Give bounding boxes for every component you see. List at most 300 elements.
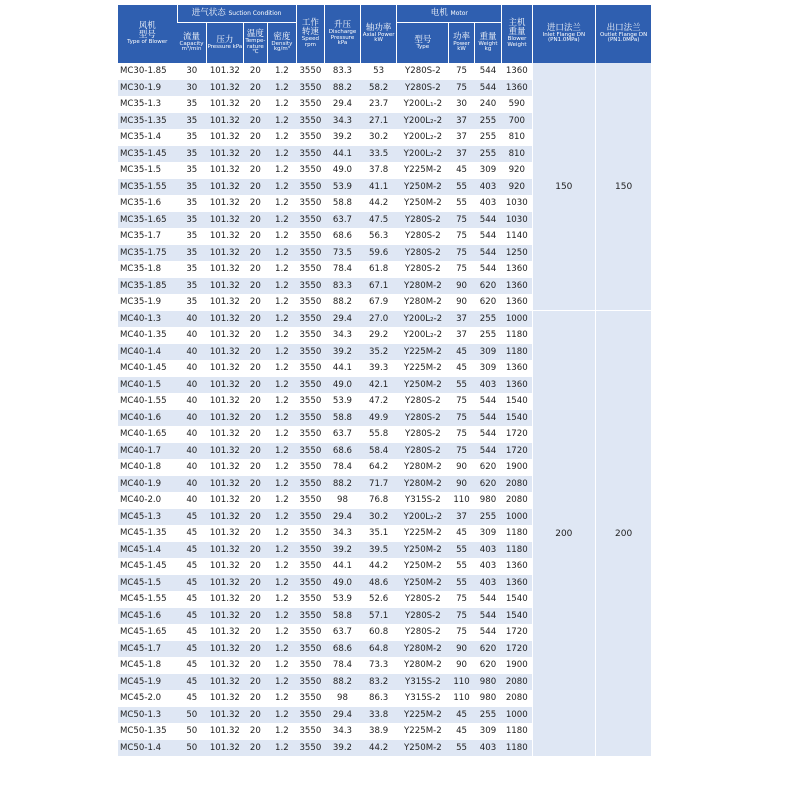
cell-temperature: 20 bbox=[243, 162, 267, 179]
cell-shaft-power: 53 bbox=[360, 63, 397, 80]
cell-pressure: 101.32 bbox=[207, 525, 244, 542]
cell-model: MC30-1.9 bbox=[118, 80, 177, 97]
cell-motor-power: 75 bbox=[449, 245, 474, 262]
cell-model: MC40-1.5 bbox=[118, 377, 177, 394]
cell-shaft-power: 47.5 bbox=[360, 212, 397, 229]
cell-discharge: 29.4 bbox=[325, 96, 361, 113]
cell-discharge: 63.7 bbox=[325, 212, 361, 229]
cell-motor-power: 55 bbox=[449, 542, 474, 559]
cell-speed: 3550 bbox=[296, 327, 325, 344]
cell-discharge: 39.2 bbox=[325, 740, 361, 757]
cell-motor-weight: 980 bbox=[474, 690, 501, 707]
cell-motor-type: Y315S-2 bbox=[397, 690, 449, 707]
cell-motor-weight: 544 bbox=[474, 591, 501, 608]
cell-motor-weight: 309 bbox=[474, 525, 501, 542]
cell-shaft-power: 73.3 bbox=[360, 657, 397, 674]
cell-temperature: 20 bbox=[243, 245, 267, 262]
cell-capacity: 40 bbox=[177, 377, 207, 394]
cell-pressure: 101.32 bbox=[207, 393, 244, 410]
cell-shaft-power: 23.7 bbox=[360, 96, 397, 113]
cell-motor-power: 37 bbox=[449, 146, 474, 163]
cell-motor-power: 90 bbox=[449, 641, 474, 658]
cell-motor-weight: 403 bbox=[474, 195, 501, 212]
cell-speed: 3550 bbox=[296, 96, 325, 113]
cell-density: 1.2 bbox=[268, 96, 297, 113]
cell-shaft-power: 71.7 bbox=[360, 476, 397, 493]
cell-blower-weight: 1720 bbox=[502, 426, 533, 443]
cell-shaft-power: 86.3 bbox=[360, 690, 397, 707]
cell-density: 1.2 bbox=[268, 162, 297, 179]
cell-pressure: 101.32 bbox=[207, 162, 244, 179]
cell-motor-type: Y200L₂-2 bbox=[397, 113, 449, 130]
cell-motor-power: 75 bbox=[449, 228, 474, 245]
cell-speed: 3550 bbox=[296, 723, 325, 740]
cell-pressure: 101.32 bbox=[207, 245, 244, 262]
cell-discharge: 88.2 bbox=[325, 294, 361, 311]
cell-pressure: 101.32 bbox=[207, 657, 244, 674]
cell-shaft-power: 57.1 bbox=[360, 608, 397, 625]
group-motor: 电机 Motor bbox=[397, 5, 502, 23]
cell-motor-weight: 620 bbox=[474, 641, 501, 658]
cell-model: MC40-1.65 bbox=[118, 426, 177, 443]
cell-pressure: 101.32 bbox=[207, 278, 244, 295]
cell-temperature: 20 bbox=[243, 146, 267, 163]
cell-pressure: 101.32 bbox=[207, 591, 244, 608]
cell-discharge: 88.2 bbox=[325, 80, 361, 97]
cell-model: MC50-1.3 bbox=[118, 707, 177, 724]
cell-temperature: 20 bbox=[243, 426, 267, 443]
cell-capacity: 45 bbox=[177, 591, 207, 608]
cell-density: 1.2 bbox=[268, 245, 297, 262]
cell-temperature: 20 bbox=[243, 228, 267, 245]
cell-density: 1.2 bbox=[268, 278, 297, 295]
cell-model: MC40-1.4 bbox=[118, 344, 177, 361]
cell-pressure: 101.32 bbox=[207, 327, 244, 344]
cell-motor-power: 110 bbox=[449, 674, 474, 691]
cell-capacity: 40 bbox=[177, 360, 207, 377]
cell-shaft-power: 67.9 bbox=[360, 294, 397, 311]
cell-shaft-power: 27.1 bbox=[360, 113, 397, 130]
cell-blower-weight: 1900 bbox=[502, 657, 533, 674]
cell-temperature: 20 bbox=[243, 674, 267, 691]
cell-blower-weight: 1540 bbox=[502, 393, 533, 410]
cell-discharge: 53.9 bbox=[325, 393, 361, 410]
cell-blower-weight: 590 bbox=[502, 96, 533, 113]
cell-capacity: 40 bbox=[177, 459, 207, 476]
cell-temperature: 20 bbox=[243, 311, 267, 328]
cell-blower-weight: 1360 bbox=[502, 558, 533, 575]
right-margin bbox=[651, 5, 682, 63]
cell-model: MC45-1.4 bbox=[118, 542, 177, 559]
cell-discharge: 49.0 bbox=[325, 575, 361, 592]
cell-capacity: 45 bbox=[177, 608, 207, 625]
cell-speed: 3550 bbox=[296, 311, 325, 328]
cell-pressure: 101.32 bbox=[207, 740, 244, 757]
cell-shaft-power: 38.9 bbox=[360, 723, 397, 740]
cell-discharge: 53.9 bbox=[325, 591, 361, 608]
cell-blower-weight: 1180 bbox=[502, 344, 533, 361]
cell-shaft-power: 44.2 bbox=[360, 195, 397, 212]
cell-motor-type: Y250M-2 bbox=[397, 179, 449, 196]
cell-shaft-power: 56.3 bbox=[360, 228, 397, 245]
cell-motor-type: Y200L₂-2 bbox=[397, 509, 449, 526]
cell-blower-weight: 1000 bbox=[502, 707, 533, 724]
blower-spec-table bbox=[118, 5, 682, 756]
cell-speed: 3550 bbox=[296, 575, 325, 592]
cell-motor-weight: 403 bbox=[474, 575, 501, 592]
cell-motor-power: 75 bbox=[449, 410, 474, 427]
cell-temperature: 20 bbox=[243, 690, 267, 707]
cell-motor-type: Y225M-2 bbox=[397, 525, 449, 542]
cell-motor-power: 30 bbox=[449, 96, 474, 113]
cell-discharge: 34.3 bbox=[325, 327, 361, 344]
cell-pressure: 101.32 bbox=[207, 294, 244, 311]
col-capacity: 流量 Capacity m³/min bbox=[177, 23, 207, 64]
cell-motor-type: Y315S-2 bbox=[397, 492, 449, 509]
cell-blower-weight: 2080 bbox=[502, 690, 533, 707]
cell-temperature: 20 bbox=[243, 261, 267, 278]
cell-shaft-power: 30.2 bbox=[360, 129, 397, 146]
cell-discharge: 78.4 bbox=[325, 261, 361, 278]
cell-pressure: 101.32 bbox=[207, 146, 244, 163]
cell-blower-weight: 1030 bbox=[502, 212, 533, 229]
cell-blower-weight: 1540 bbox=[502, 608, 533, 625]
cell-motor-type: Y280M-2 bbox=[397, 641, 449, 658]
cell-density: 1.2 bbox=[268, 525, 297, 542]
cell-speed: 3550 bbox=[296, 393, 325, 410]
cell-motor-weight: 403 bbox=[474, 542, 501, 559]
cell-motor-power: 45 bbox=[449, 707, 474, 724]
cell-model: MC45-1.3 bbox=[118, 509, 177, 526]
cell-motor-type: Y280S-2 bbox=[397, 426, 449, 443]
cell-motor-power: 55 bbox=[449, 575, 474, 592]
cell-density: 1.2 bbox=[268, 327, 297, 344]
cell-motor-power: 75 bbox=[449, 393, 474, 410]
cell-capacity: 35 bbox=[177, 113, 207, 130]
cell-temperature: 20 bbox=[243, 591, 267, 608]
cell-motor-type: Y225M-2 bbox=[397, 707, 449, 724]
cell-pressure: 101.32 bbox=[207, 492, 244, 509]
cell-motor-power: 55 bbox=[449, 377, 474, 394]
cell-blower-weight: 1030 bbox=[502, 195, 533, 212]
cell-pressure: 101.32 bbox=[207, 674, 244, 691]
cell-shaft-power: 76.8 bbox=[360, 492, 397, 509]
cell-motor-type: Y250M-2 bbox=[397, 575, 449, 592]
cell-speed: 3550 bbox=[296, 228, 325, 245]
cell-pressure: 101.32 bbox=[207, 228, 244, 245]
cell-shaft-power: 35.1 bbox=[360, 525, 397, 542]
cell-temperature: 20 bbox=[243, 525, 267, 542]
cell-speed: 3550 bbox=[296, 657, 325, 674]
cell-speed: 3550 bbox=[296, 476, 325, 493]
cell-temperature: 20 bbox=[243, 575, 267, 592]
cell-motor-weight: 620 bbox=[474, 294, 501, 311]
cell-motor-type: Y280S-2 bbox=[397, 228, 449, 245]
cell-motor-type: Y280S-2 bbox=[397, 80, 449, 97]
cell-motor-weight: 255 bbox=[474, 311, 501, 328]
col-outlet-flange: 出口法兰 Outlet Flange DN (PN1.0MPa) bbox=[595, 5, 651, 63]
cell-shaft-power: 42.1 bbox=[360, 377, 397, 394]
cell-temperature: 20 bbox=[243, 96, 267, 113]
cell-capacity: 35 bbox=[177, 245, 207, 262]
cell-discharge: 34.3 bbox=[325, 525, 361, 542]
cell-temperature: 20 bbox=[243, 344, 267, 361]
cell-motor-weight: 309 bbox=[474, 344, 501, 361]
cell-temperature: 20 bbox=[243, 641, 267, 658]
col-inlet-flange: 进口法兰 Inlet Flange DN (PN1.0MPa) bbox=[532, 5, 595, 63]
cell-speed: 3550 bbox=[296, 410, 325, 427]
cell-blower-weight: 1720 bbox=[502, 624, 533, 641]
cell-blower-weight: 1180 bbox=[502, 327, 533, 344]
col-speed: 工作 转速 Speed rpm bbox=[296, 5, 325, 63]
cell-motor-type: Y280M-2 bbox=[397, 294, 449, 311]
cell-motor-power: 90 bbox=[449, 657, 474, 674]
outlet-flange-cell: 200 bbox=[595, 311, 651, 757]
cell-temperature: 20 bbox=[243, 542, 267, 559]
cell-discharge: 98 bbox=[325, 690, 361, 707]
cell-temperature: 20 bbox=[243, 624, 267, 641]
cell-blower-weight: 1540 bbox=[502, 410, 533, 427]
cell-model: MC40-1.6 bbox=[118, 410, 177, 427]
cell-motor-type: Y225M-2 bbox=[397, 723, 449, 740]
cell-density: 1.2 bbox=[268, 509, 297, 526]
cell-model: MC40-2.0 bbox=[118, 492, 177, 509]
cell-speed: 3550 bbox=[296, 212, 325, 229]
cell-motor-weight: 240 bbox=[474, 96, 501, 113]
cell-capacity: 35 bbox=[177, 146, 207, 163]
cell-density: 1.2 bbox=[268, 377, 297, 394]
cell-motor-type: Y280S-2 bbox=[397, 212, 449, 229]
cell-shaft-power: 64.8 bbox=[360, 641, 397, 658]
cell-model: MC35-1.7 bbox=[118, 228, 177, 245]
cell-motor-weight: 255 bbox=[474, 327, 501, 344]
cell-speed: 3550 bbox=[296, 591, 325, 608]
cell-speed: 3550 bbox=[296, 195, 325, 212]
cell-model: MC35-1.55 bbox=[118, 179, 177, 196]
cell-speed: 3550 bbox=[296, 162, 325, 179]
cell-shaft-power: 27.0 bbox=[360, 311, 397, 328]
cell-blower-weight: 2080 bbox=[502, 674, 533, 691]
cell-speed: 3550 bbox=[296, 690, 325, 707]
col-pressure: 压力 Pressure kPa bbox=[207, 23, 244, 64]
cell-capacity: 40 bbox=[177, 393, 207, 410]
cell-density: 1.2 bbox=[268, 195, 297, 212]
table-header bbox=[118, 5, 682, 63]
cell-motor-type: Y280M-2 bbox=[397, 278, 449, 295]
cell-pressure: 101.32 bbox=[207, 261, 244, 278]
cell-temperature: 20 bbox=[243, 492, 267, 509]
cell-discharge: 44.1 bbox=[325, 558, 361, 575]
cell-motor-type: Y200L₁-2 bbox=[397, 96, 449, 113]
cell-capacity: 40 bbox=[177, 311, 207, 328]
cell-capacity: 35 bbox=[177, 228, 207, 245]
col-blower-weight: 主机 重量 Blower Weight bbox=[502, 5, 533, 63]
cell-shaft-power: 49.9 bbox=[360, 410, 397, 427]
cell-motor-weight: 544 bbox=[474, 228, 501, 245]
cell-motor-type: Y250M-2 bbox=[397, 740, 449, 757]
cell-discharge: 58.8 bbox=[325, 410, 361, 427]
cell-blower-weight: 1180 bbox=[502, 525, 533, 542]
cell-speed: 3550 bbox=[296, 525, 325, 542]
cell-speed: 3550 bbox=[296, 63, 325, 80]
cell-speed: 3550 bbox=[296, 261, 325, 278]
cell-density: 1.2 bbox=[268, 624, 297, 641]
cell-discharge: 68.6 bbox=[325, 641, 361, 658]
cell-blower-weight: 1360 bbox=[502, 261, 533, 278]
cell-discharge: 63.7 bbox=[325, 624, 361, 641]
cell-motor-type: Y280S-2 bbox=[397, 245, 449, 262]
cell-density: 1.2 bbox=[268, 558, 297, 575]
cell-speed: 3550 bbox=[296, 360, 325, 377]
cell-discharge: 39.2 bbox=[325, 542, 361, 559]
cell-density: 1.2 bbox=[268, 393, 297, 410]
cell-capacity: 45 bbox=[177, 641, 207, 658]
cell-speed: 3550 bbox=[296, 459, 325, 476]
cell-shaft-power: 48.6 bbox=[360, 575, 397, 592]
cell-capacity: 35 bbox=[177, 195, 207, 212]
cell-temperature: 20 bbox=[243, 443, 267, 460]
cell-blower-weight: 920 bbox=[502, 179, 533, 196]
cell-motor-power: 75 bbox=[449, 591, 474, 608]
cell-temperature: 20 bbox=[243, 63, 267, 80]
cell-shaft-power: 33.8 bbox=[360, 707, 397, 724]
cell-capacity: 40 bbox=[177, 443, 207, 460]
cell-pressure: 101.32 bbox=[207, 129, 244, 146]
cell-model: MC40-1.9 bbox=[118, 476, 177, 493]
cell-motor-power: 75 bbox=[449, 443, 474, 460]
cell-motor-power: 75 bbox=[449, 624, 474, 641]
cell-motor-type: Y280S-2 bbox=[397, 608, 449, 625]
cell-pressure: 101.32 bbox=[207, 212, 244, 229]
right-margin-cell bbox=[651, 63, 682, 311]
cell-discharge: 49.0 bbox=[325, 377, 361, 394]
cell-capacity: 35 bbox=[177, 212, 207, 229]
cell-pressure: 101.32 bbox=[207, 195, 244, 212]
cell-capacity: 45 bbox=[177, 525, 207, 542]
cell-motor-power: 110 bbox=[449, 690, 474, 707]
cell-motor-weight: 544 bbox=[474, 63, 501, 80]
cell-blower-weight: 2080 bbox=[502, 476, 533, 493]
cell-motor-power: 45 bbox=[449, 525, 474, 542]
cell-discharge: 78.4 bbox=[325, 459, 361, 476]
cell-discharge: 58.8 bbox=[325, 195, 361, 212]
cell-capacity: 30 bbox=[177, 80, 207, 97]
cell-motor-weight: 544 bbox=[474, 443, 501, 460]
cell-discharge: 34.3 bbox=[325, 113, 361, 130]
cell-shaft-power: 58.2 bbox=[360, 80, 397, 97]
cell-blower-weight: 810 bbox=[502, 129, 533, 146]
cell-capacity: 40 bbox=[177, 344, 207, 361]
cell-motor-weight: 544 bbox=[474, 393, 501, 410]
cell-model: MC45-2.0 bbox=[118, 690, 177, 707]
cell-motor-type: Y250M-2 bbox=[397, 558, 449, 575]
cell-density: 1.2 bbox=[268, 575, 297, 592]
cell-density: 1.2 bbox=[268, 492, 297, 509]
cell-motor-power: 75 bbox=[449, 261, 474, 278]
cell-pressure: 101.32 bbox=[207, 542, 244, 559]
cell-capacity: 40 bbox=[177, 426, 207, 443]
cell-motor-weight: 544 bbox=[474, 624, 501, 641]
cell-motor-type: Y225M-2 bbox=[397, 344, 449, 361]
cell-motor-power: 37 bbox=[449, 113, 474, 130]
cell-temperature: 20 bbox=[243, 278, 267, 295]
cell-pressure: 101.32 bbox=[207, 690, 244, 707]
cell-density: 1.2 bbox=[268, 311, 297, 328]
cell-temperature: 20 bbox=[243, 476, 267, 493]
cell-discharge: 39.2 bbox=[325, 344, 361, 361]
cell-model: MC35-1.75 bbox=[118, 245, 177, 262]
cell-capacity: 35 bbox=[177, 294, 207, 311]
cell-discharge: 44.1 bbox=[325, 360, 361, 377]
cell-model: MC35-1.45 bbox=[118, 146, 177, 163]
cell-motor-power: 75 bbox=[449, 426, 474, 443]
cell-shaft-power: 37.8 bbox=[360, 162, 397, 179]
cell-capacity: 45 bbox=[177, 509, 207, 526]
inlet-flange-cell: 150 bbox=[532, 63, 595, 311]
cell-temperature: 20 bbox=[243, 393, 267, 410]
cell-blower-weight: 920 bbox=[502, 162, 533, 179]
cell-motor-weight: 544 bbox=[474, 261, 501, 278]
blower-spec-sheet bbox=[118, 5, 682, 756]
cell-motor-power: 45 bbox=[449, 344, 474, 361]
cell-speed: 3550 bbox=[296, 674, 325, 691]
cell-pressure: 101.32 bbox=[207, 575, 244, 592]
cell-motor-weight: 620 bbox=[474, 476, 501, 493]
cell-temperature: 20 bbox=[243, 129, 267, 146]
cell-temperature: 20 bbox=[243, 459, 267, 476]
cell-capacity: 35 bbox=[177, 278, 207, 295]
cell-density: 1.2 bbox=[268, 723, 297, 740]
cell-shaft-power: 52.6 bbox=[360, 591, 397, 608]
col-model: 风机 型号 Type of Blower bbox=[118, 5, 177, 63]
cell-pressure: 101.32 bbox=[207, 459, 244, 476]
cell-discharge: 83.3 bbox=[325, 63, 361, 80]
cell-motor-power: 55 bbox=[449, 558, 474, 575]
cell-motor-power: 37 bbox=[449, 311, 474, 328]
cell-speed: 3550 bbox=[296, 542, 325, 559]
cell-density: 1.2 bbox=[268, 410, 297, 427]
cell-motor-type: Y280S-2 bbox=[397, 410, 449, 427]
cell-speed: 3550 bbox=[296, 179, 325, 196]
cell-discharge: 68.6 bbox=[325, 228, 361, 245]
cell-shaft-power: 33.5 bbox=[360, 146, 397, 163]
cell-motor-power: 90 bbox=[449, 476, 474, 493]
cell-discharge: 88.2 bbox=[325, 674, 361, 691]
cell-pressure: 101.32 bbox=[207, 96, 244, 113]
cell-shaft-power: 35.2 bbox=[360, 344, 397, 361]
cell-temperature: 20 bbox=[243, 377, 267, 394]
cell-discharge: 68.6 bbox=[325, 443, 361, 460]
cell-density: 1.2 bbox=[268, 294, 297, 311]
cell-motor-weight: 544 bbox=[474, 426, 501, 443]
cell-motor-weight: 255 bbox=[474, 129, 501, 146]
cell-shaft-power: 29.2 bbox=[360, 327, 397, 344]
cell-temperature: 20 bbox=[243, 707, 267, 724]
cell-pressure: 101.32 bbox=[207, 707, 244, 724]
cell-motor-weight: 403 bbox=[474, 179, 501, 196]
cell-motor-power: 90 bbox=[449, 294, 474, 311]
cell-blower-weight: 1720 bbox=[502, 443, 533, 460]
cell-speed: 3550 bbox=[296, 608, 325, 625]
cell-pressure: 101.32 bbox=[207, 113, 244, 130]
cell-pressure: 101.32 bbox=[207, 443, 244, 460]
cell-motor-type: Y280S-2 bbox=[397, 63, 449, 80]
group-suction: 进气状态 Suction Condition bbox=[177, 5, 296, 23]
cell-shaft-power: 64.2 bbox=[360, 459, 397, 476]
cell-shaft-power: 41.1 bbox=[360, 179, 397, 196]
inlet-flange-cell: 200 bbox=[532, 311, 595, 757]
cell-blower-weight: 1180 bbox=[502, 723, 533, 740]
